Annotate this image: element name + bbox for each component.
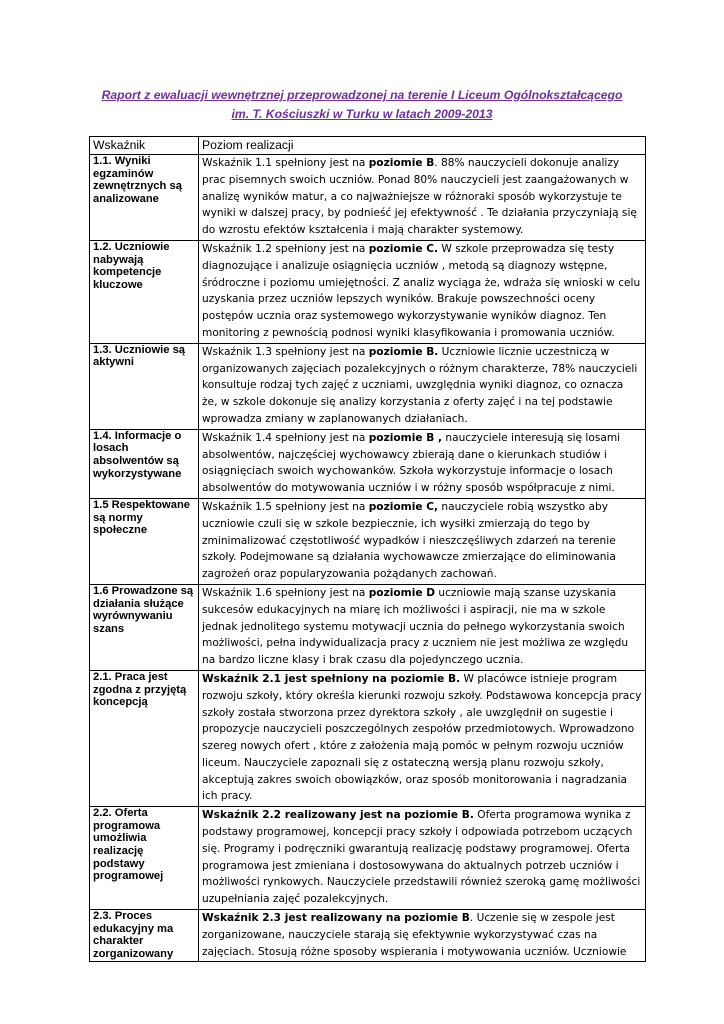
level-text-pre: Wskaźnik 1.2 spełniony jest na [202, 242, 369, 255]
table-row [90, 807, 646, 910]
level-cell [199, 670, 646, 806]
table-row [90, 240, 646, 343]
level-cell [199, 910, 646, 962]
level-text-pre: Wskaźnik 1.4 spełniony jest na [202, 431, 369, 444]
level-text-post: . Uczenie się w zespole jest zorganizowane, nauczyciele starają się efektywnie wykorzystywać czas na zajęciach. Stosują różne sposoby wspierania i motywowania uczniów. Uczniowie [202, 912, 627, 958]
level-text-post: . 88% nauczycieli dokonuje analizy prac pisemnych swoich uczniów. Ponad 80% nauczycieli jest zaangażowanych w analizę wyników matur, a co najważniejsze w różnoraki sposób wykorzystuje te wyniki w dalszej pracy, by podnieść jej efektywność . Te działania przyczyniają się do wzrostu efektów kształcenia i mają charakter systemowy. [202, 157, 637, 237]
indicator-cell: 1.1. Wyniki egzaminów zewnętrznych są analizowane [90, 155, 199, 241]
report-title-line-1: Raport z ewaluacji wewnętrznej przeprowadzonej na terenie I Liceum Ogólnokształcącego [101, 88, 623, 102]
table-row [90, 498, 646, 584]
level-highlight: poziomie C, [368, 500, 438, 513]
level-cell [199, 240, 646, 343]
table-row [90, 429, 646, 498]
header-indicator: Wskaźnik [90, 137, 199, 155]
indicator-cell: 1.2. Uczniowie nabywają kompetencje kluczowe [90, 240, 199, 343]
level-highlight: Wskaźnik 2.1 jest spełniony na poziomie B. [202, 672, 461, 685]
level-highlight: poziomie B , [368, 431, 442, 444]
table-row [90, 343, 646, 429]
level-text-post: W placówce istnieje program rozwoju szkoły, który określa kierunki rozwoju szkoły. Podstawowa koncepcja pracy szkoły została stworzona przez dyrektora szkoły , ale uwzględnił on sugestie i propozycje nauczycieli poszczególnych zespołów przedmiotowych. Wprowadzono szereg nowych ofert , które z założenia mają pomóc w pełnym rozwoju uczniów liceum. Nauczyciele zapoznali się z ostateczną wersją planu rozwoju szkoły, akceptują zakres swoich obowiązków, oraz sposób monitorowania i nagradzania ich pracy. [202, 672, 642, 803]
level-highlight: poziomie B. [368, 345, 439, 358]
level-highlight: Wskaźnik 2.3 jest realizowany na poziomie B [202, 912, 470, 925]
level-text-pre: Wskaźnik 1.5 spełniony jest na [202, 500, 369, 513]
indicator-cell: 1.3. Uczniowie są aktywni [90, 343, 199, 429]
level-text-post: nauczyciele interesują się losami absolwentów, najczęściej wychowawcy zbierają dane o kierunkach studiów i osiągnięciach swoich wychowanków. Szkoła wykorzystuje informacje o losach absolwentów do motywowania uczniów i w różny sposób współpracuje z nimi. [202, 431, 621, 495]
level-text-pre: Wskaźnik 1.1 spełniony jest na [202, 157, 369, 169]
evaluation-table [89, 136, 646, 962]
level-text-post: W szkole przeprowadza się testy diagnozujące i analizuje osiągnięcia uczniów , metodą są diagnozy wstępne, śródroczne i poziomu umiejętności. Z analiz wyciąga że, wdraża się wnioski w celu uzyskania przez uczniów lepszych wyników. Brakuje powszechności oceny postępów ucznia oraz systemowego wykorzystywanie wyników diagnoz. Ten monitoring z pewnością podnosi wyniki klasyfikowania i promowania uczniów. [202, 242, 641, 339]
table-header-row [90, 137, 646, 155]
level-cell [199, 155, 646, 241]
header-level: Poziom realizacji [199, 137, 646, 155]
level-text-post: uczniowie mają szanse uzyskania sukcesów edukacyjnych na miarę ich możliwości i aspiracji, nie ma w szkole jednak jednolitego systemu motywacji ucznia do pełnego wykorzystania swoich możliwości, pełna indywidualizacja pracy z uczniem nie jest możliwa ze względu na bardzo liczne klasy i brak czasu dla pojedynczego ucznia. [202, 586, 629, 667]
report-title [40, 86, 684, 124]
level-highlight: poziomie B [368, 157, 435, 169]
table-row [90, 155, 646, 241]
level-highlight: poziomie C. [368, 242, 438, 255]
level-text-pre: Wskaźnik 1.6 spełniony jest na [202, 586, 369, 599]
level-text-pre: Wskaźnik 1.3 spełniony jest na [202, 345, 369, 358]
table-row [90, 584, 646, 670]
indicator-cell: 2.1. Praca jest zgodna z przyjętą koncepcją [90, 670, 199, 806]
level-cell [199, 584, 646, 670]
indicator-cell: 1.5 Respektowane są normy społeczne [90, 498, 199, 584]
indicator-cell: 1.6 Prowadzone są działania służące wyrównywaniu szans [90, 584, 199, 670]
indicator-cell: 2.2. Oferta programowa umożliwia realizację podstawy programowej [90, 807, 199, 910]
level-cell [199, 807, 646, 910]
level-cell [199, 498, 646, 584]
level-cell [199, 343, 646, 429]
level-text-post: nauczyciele robią wszystko aby uczniowie czuli się w szkole bezpiecznie, ich wysiłki zmierzają do tego by zminimalizować częstotliwość wypadków i nieszczęśliwych zdarzeń na terenie szkoły. Podejmowane są działania wychowawcze zmierzające do eliminowania zagrożeń oraz popularyzowania pożądanych zachowań. [202, 500, 616, 581]
level-highlight: poziomie D [368, 586, 435, 599]
indicator-cell: 2.3. Proces edukacyjny ma charakter zorganizowany [90, 910, 199, 962]
level-text-post: Oferta programowa wynika z podstawy programowej, koncepcji pracy szkoły i odpowiada potrzebom uczących się. Programy i podręczniki gwarantują realizację podstawy programowej. Oferta programowa jest zmieniana i dostosowywana do aktualnych potrzeb uczniów i możliwości rynkowych. Nauczyciele przedstawili również szeroką gamę możliwości uzupełniania zajęć pozalekcyjnych. [202, 809, 641, 906]
level-text-post: Uczniowie licznie uczestniczą w organizowanych zajęciach pozalekcyjnych o różnym charakterze, 78% nauczycieli konsultuje rodzaj tych zajęć z uczniami, uwzględnia wyniki diagnoz, co oznacza że, w szkole dokonuje się analizy korzystania z oferty zajęć i na tej podstawie wprowadza zmiany w zaplanowanych działaniach. [202, 345, 638, 425]
indicator-cell: 1.4. Informacje o losach absolwentów są wykorzystywane [90, 429, 199, 498]
level-highlight: Wskaźnik 2.2 realizowany jest na poziomie B. [202, 809, 474, 822]
table-row [90, 670, 646, 806]
table-row [90, 910, 646, 962]
level-cell [199, 429, 646, 498]
report-title-line-2: im. T. Kościuszki w Turku w latach 2009-2013 [231, 107, 493, 121]
